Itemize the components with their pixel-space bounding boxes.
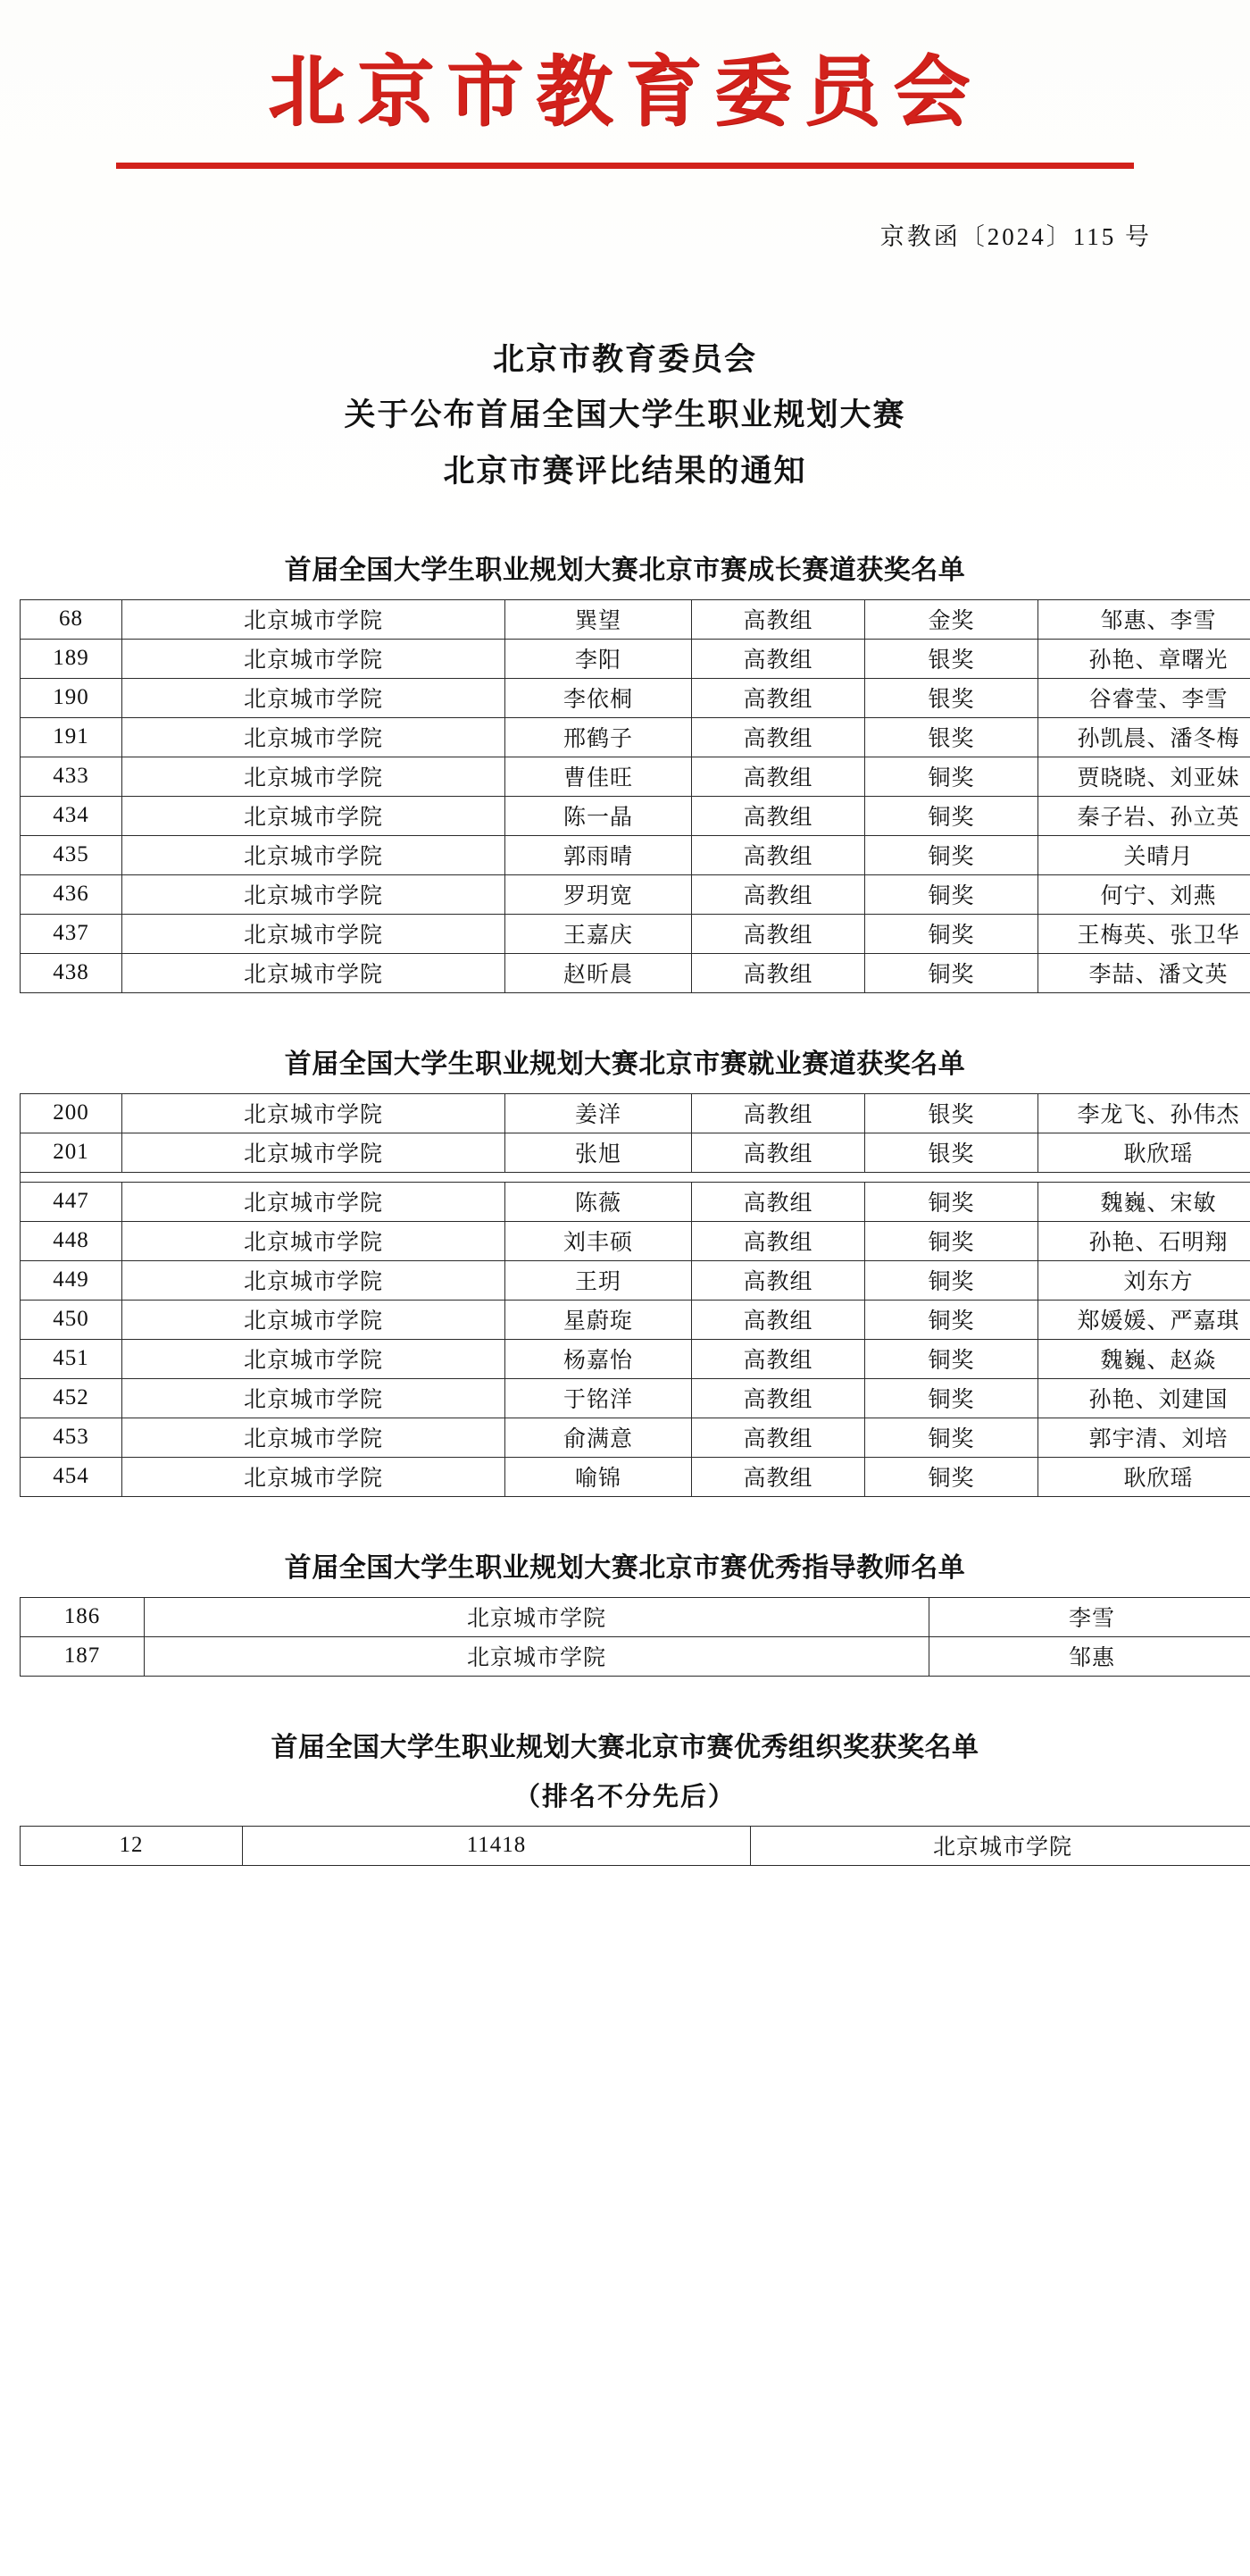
document-title-line-2: 关于公布首届全国大学生职业规划大赛: [344, 397, 906, 433]
table-cell: 于铭洋: [505, 1378, 692, 1418]
table-cell: 孙艳、章曙光: [1038, 639, 1250, 678]
table-row: [21, 599, 1250, 639]
table-cell: 北京城市学院: [122, 1457, 505, 1496]
table-cell: 铜奖: [865, 835, 1038, 874]
document-title-line-1: 北京市教育委员会: [492, 342, 757, 377]
table-cell: 罗玥宽: [505, 874, 692, 914]
table-cell: 刘东方: [1038, 1260, 1250, 1300]
table-cell: 关晴月: [1038, 835, 1250, 874]
outstanding-teachers-table: [20, 1597, 1250, 1677]
table-cell: 李喆、潘文英: [1038, 953, 1250, 992]
table-cell: 铜奖: [865, 1418, 1038, 1457]
table-cell: 铜奖: [865, 874, 1038, 914]
section-employment-track: [0, 1041, 1250, 1497]
table-cell: 12: [21, 1826, 243, 1865]
table-row: [21, 1221, 1250, 1260]
table-cell: 李阳: [505, 639, 692, 678]
table-row: [21, 1457, 1250, 1496]
outstanding-organization-table: [20, 1826, 1250, 1866]
section-heading: 首届全国大学生职业规划大赛北京市赛成长赛道获奖名单: [284, 555, 966, 585]
table-cell: 高教组: [692, 1300, 865, 1339]
table-cell: 北京城市学院: [751, 1826, 1250, 1865]
table-cell: 铜奖: [865, 1457, 1038, 1496]
table-cell: 高教组: [692, 599, 865, 639]
table-cell: 巽望: [505, 599, 692, 639]
table-cell: 谷睿莹、李雪: [1038, 678, 1250, 717]
table-row: [21, 953, 1250, 992]
table-row: [21, 796, 1250, 835]
table-cell: 437: [21, 914, 122, 953]
table-row: [21, 1339, 1250, 1378]
table-cell: 李雪: [929, 1597, 1250, 1636]
table-cell: 186: [21, 1597, 145, 1636]
table-cell: 191: [21, 717, 122, 757]
table-cell: 魏巍、赵焱: [1038, 1339, 1250, 1378]
document-number: 京教函〔2024〕115 号: [879, 223, 1152, 250]
section-heading: 首届全国大学生职业规划大赛北京市赛优秀组织奖获奖名单: [271, 1732, 979, 1762]
section-outstanding-teachers: [0, 1545, 1250, 1677]
table-cell: 190: [21, 678, 122, 717]
table-cell: 450: [21, 1300, 122, 1339]
table-cell: 金奖: [865, 599, 1038, 639]
table-cell: 北京城市学院: [122, 1182, 505, 1221]
table-cell: 448: [21, 1221, 122, 1260]
table-cell: 陈薇: [505, 1182, 692, 1221]
employment-track-table: [20, 1093, 1250, 1497]
table-cell: 北京城市学院: [122, 1339, 505, 1378]
table-cell: 何宁、刘燕: [1038, 874, 1250, 914]
table-cell: 高教组: [692, 1133, 865, 1172]
table-cell: 433: [21, 757, 122, 796]
issuing-authority-title: 北京市教育委员会: [268, 46, 982, 137]
table-cell: 高教组: [692, 1418, 865, 1457]
table-row: [21, 757, 1250, 796]
table-cell: 高教组: [692, 639, 865, 678]
table-cell: 北京城市学院: [122, 953, 505, 992]
table-cell: 王嘉庆: [505, 914, 692, 953]
table-group-gap: [21, 1172, 1250, 1182]
table-row: [21, 1133, 1250, 1172]
table-cell: 李龙飞、孙伟杰: [1038, 1093, 1250, 1133]
table-cell: 451: [21, 1339, 122, 1378]
table-row: [21, 1636, 1250, 1676]
table-cell: 200: [21, 1093, 122, 1133]
table-cell: 高教组: [692, 717, 865, 757]
table-cell: 449: [21, 1260, 122, 1300]
table-cell: 高教组: [692, 1457, 865, 1496]
table-cell: 北京城市学院: [122, 717, 505, 757]
table-cell: 孙艳、石明翔: [1038, 1221, 1250, 1260]
table-cell: 铜奖: [865, 1221, 1038, 1260]
table-cell: 高教组: [692, 953, 865, 992]
table-cell: 北京城市学院: [122, 1300, 505, 1339]
table-cell: 北京城市学院: [122, 1260, 505, 1300]
table-cell: 陈一晶: [505, 796, 692, 835]
table-cell: 银奖: [865, 678, 1038, 717]
table-cell: 耿欣瑶: [1038, 1133, 1250, 1172]
table-row: [21, 717, 1250, 757]
table-cell: 曹佳旺: [505, 757, 692, 796]
table-cell: 高教组: [692, 835, 865, 874]
table-cell: 银奖: [865, 639, 1038, 678]
table-row: [21, 639, 1250, 678]
table-cell: 452: [21, 1378, 122, 1418]
table-cell: 俞满意: [505, 1418, 692, 1457]
table-cell: 银奖: [865, 717, 1038, 757]
table-cell: 高教组: [692, 914, 865, 953]
table-row: [21, 678, 1250, 717]
table-cell: 孙凯晨、潘冬梅: [1038, 717, 1250, 757]
table-cell: 铜奖: [865, 953, 1038, 992]
document-title: [0, 332, 1250, 499]
table-cell: 耿欣瑶: [1038, 1457, 1250, 1496]
table-cell: 高教组: [692, 1093, 865, 1133]
table-cell: 铜奖: [865, 1260, 1038, 1300]
table-cell: 高教组: [692, 874, 865, 914]
table-cell: 刘丰硕: [505, 1221, 692, 1260]
growth-track-table: [20, 599, 1250, 993]
document-number-row: [0, 169, 1250, 252]
table-cell: 杨嘉怡: [505, 1339, 692, 1378]
table-cell: 北京城市学院: [122, 639, 505, 678]
table-cell: 铜奖: [865, 1339, 1038, 1378]
table-cell: 邹惠: [929, 1636, 1250, 1676]
table-row: [21, 1826, 1250, 1865]
table-cell: 王玥: [505, 1260, 692, 1300]
table-cell: 李依桐: [505, 678, 692, 717]
section-growth-track: [0, 548, 1250, 993]
table-cell: 郑媛媛、严嘉琪: [1038, 1300, 1250, 1339]
table-cell: 北京城市学院: [145, 1597, 929, 1636]
table-cell: 郭雨晴: [505, 835, 692, 874]
table-cell: 铜奖: [865, 796, 1038, 835]
table-cell: 孙艳、刘建国: [1038, 1378, 1250, 1418]
table-cell: 邢鹤子: [505, 717, 692, 757]
table-row: [21, 1378, 1250, 1418]
table-cell: 王梅英、张卫华: [1038, 914, 1250, 953]
table-cell: 铜奖: [865, 1378, 1038, 1418]
table-cell: 454: [21, 1457, 122, 1496]
table-cell: 北京城市学院: [122, 1093, 505, 1133]
table-row: [21, 1300, 1250, 1339]
table-cell: 434: [21, 796, 122, 835]
table-cell: 435: [21, 835, 122, 874]
table-cell: 魏巍、宋敏: [1038, 1182, 1250, 1221]
table-cell: 北京城市学院: [122, 874, 505, 914]
table-cell: 436: [21, 874, 122, 914]
table-cell: 北京城市学院: [122, 835, 505, 874]
table-cell: 高教组: [692, 678, 865, 717]
table-cell: 438: [21, 953, 122, 992]
table-row: [21, 1260, 1250, 1300]
table-cell: 铜奖: [865, 1300, 1038, 1339]
table-row: [21, 874, 1250, 914]
table-group-gap-cell: [21, 1172, 1250, 1182]
masthead-divider: [116, 163, 1134, 169]
table-cell: 银奖: [865, 1133, 1038, 1172]
table-cell: 189: [21, 639, 122, 678]
table-cell: 北京城市学院: [122, 1221, 505, 1260]
table-cell: 68: [21, 599, 122, 639]
table-cell: 高教组: [692, 1260, 865, 1300]
table-cell: 187: [21, 1636, 145, 1676]
table-cell: 北京城市学院: [122, 1378, 505, 1418]
section-subheading: （排名不分先后）: [513, 1782, 736, 1811]
section-heading: 首届全国大学生职业规划大赛北京市赛优秀指导教师名单: [284, 1552, 966, 1583]
table-cell: 高教组: [692, 757, 865, 796]
table-cell: 星蔚琁: [505, 1300, 692, 1339]
document-title-line-3: 北京市赛评比结果的通知: [443, 453, 807, 489]
table-cell: 高教组: [692, 1182, 865, 1221]
table-cell: 447: [21, 1182, 122, 1221]
table-cell: 铜奖: [865, 757, 1038, 796]
table-cell: 北京城市学院: [122, 914, 505, 953]
table-cell: 铜奖: [865, 914, 1038, 953]
table-cell: 453: [21, 1418, 122, 1457]
table-row: [21, 1182, 1250, 1221]
masthead: [0, 0, 1250, 169]
table-cell: 贾晓晓、刘亚妹: [1038, 757, 1250, 796]
section-outstanding-organization: [0, 1725, 1250, 1866]
table-cell: 201: [21, 1133, 122, 1172]
table-cell: 铜奖: [865, 1182, 1038, 1221]
table-cell: 赵昕晨: [505, 953, 692, 992]
table-cell: 张旭: [505, 1133, 692, 1172]
section-heading: 首届全国大学生职业规划大赛北京市赛就业赛道获奖名单: [284, 1049, 966, 1079]
table-row: [21, 1597, 1250, 1636]
table-cell: 银奖: [865, 1093, 1038, 1133]
table-cell: 高教组: [692, 1339, 865, 1378]
table-cell: 北京城市学院: [145, 1636, 929, 1676]
table-cell: 喻锦: [505, 1457, 692, 1496]
table-cell: 北京城市学院: [122, 1418, 505, 1457]
table-cell: 高教组: [692, 1378, 865, 1418]
table-cell: 郭宇清、刘培: [1038, 1418, 1250, 1457]
table-row: [21, 1418, 1250, 1457]
table-cell: 高教组: [692, 796, 865, 835]
table-cell: 北京城市学院: [122, 1133, 505, 1172]
table-cell: 高教组: [692, 1221, 865, 1260]
table-cell: 北京城市学院: [122, 599, 505, 639]
table-cell: 秦子岩、孙立英: [1038, 796, 1250, 835]
table-row: [21, 1093, 1250, 1133]
table-row: [21, 835, 1250, 874]
table-cell: 北京城市学院: [122, 796, 505, 835]
table-cell: 邹惠、李雪: [1038, 599, 1250, 639]
table-cell: 11418: [243, 1826, 751, 1865]
table-cell: 北京城市学院: [122, 757, 505, 796]
table-row: [21, 914, 1250, 953]
table-cell: 姜洋: [505, 1093, 692, 1133]
table-cell: 北京城市学院: [122, 678, 505, 717]
